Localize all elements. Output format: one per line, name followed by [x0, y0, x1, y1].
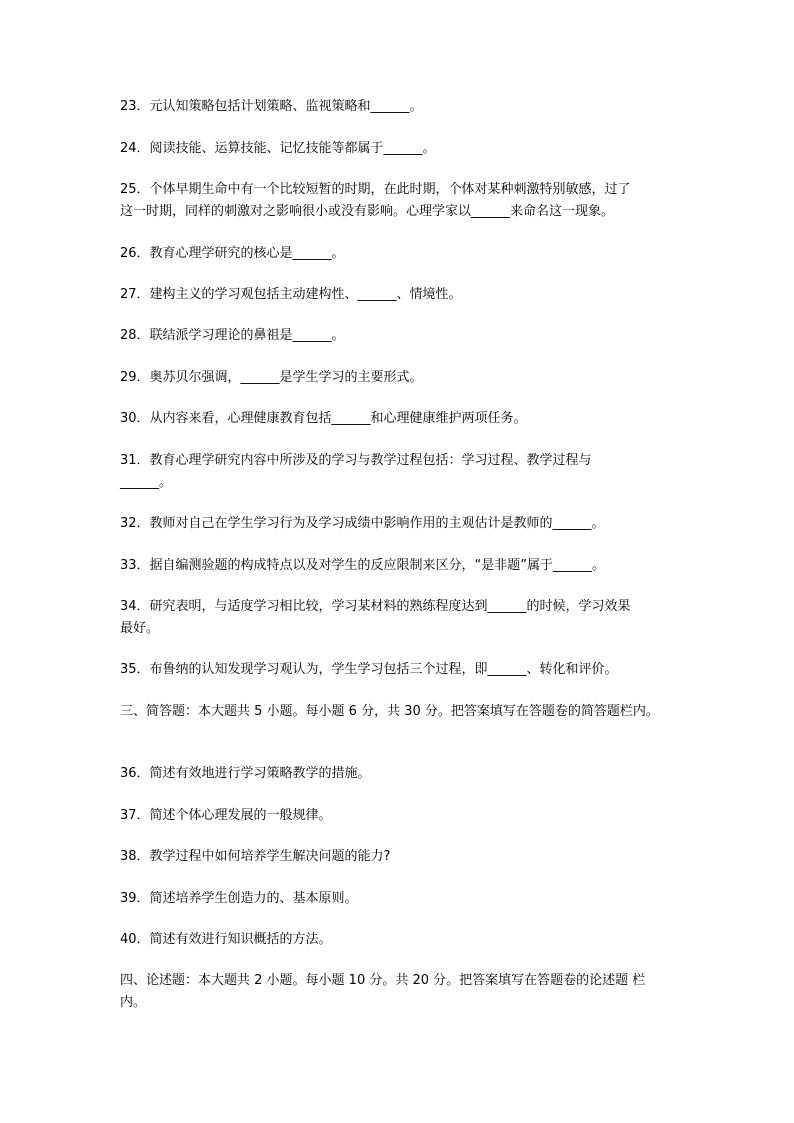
section-3-heading: 三、简答题：本大题共 5 小题。每小题 6 分，共 30 分。把答案填写在答题卷的简答题栏内。: [120, 704, 659, 719]
question-38: 38．教学过程中如何培养学生解决问题的能力?: [120, 849, 391, 864]
question-23: 23．元认知策略包括计划策略、监视策略和______。: [120, 99, 423, 114]
question-39: 39．简述培养学生创造力的、基本原则。: [120, 891, 358, 906]
question-27: 27．建构主义的学习观包括主动建构性、______、情境性。: [120, 287, 462, 302]
question-34-line-1: 34．研究表明，与适度学习相比较，学习某材料的熟练程度达到______的时候，学习效果: [120, 599, 631, 614]
question-31-line-2: ______。: [120, 475, 173, 490]
question-35: 35．布鲁纳的认知发现学习观认为，学生学习包括三个过程，即______、转化和评价。: [120, 662, 618, 677]
question-37: 37．简述个体心理发展的一般规律。: [120, 808, 332, 823]
question-29: 29．奥苏贝尔强调，______是学生学习的主要形式。: [120, 370, 423, 385]
question-36: 36．简述有效地进行学习策略教学的措施。: [120, 766, 371, 781]
question-28: 28．联结派学习理论的鼻祖是______。: [120, 328, 345, 343]
question-26: 26．教育心理学研究的核心是______。: [120, 246, 345, 261]
question-34-line-2: 最好。: [120, 621, 160, 636]
question-25-line-2: 这一时期，同样的刺激对之影响很小或没有影响。心理学家以______来命名这一现象。: [120, 204, 615, 219]
question-31-line-1: 31．教育心理学研究内容中所涉及的学习与教学过程包括：学习过程、教学过程与: [120, 453, 592, 468]
question-33: 33．据自编测验题的构成特点以及对学生的反应限制来区分，“是非题”属于______。: [120, 558, 606, 573]
question-40: 40．简述有效进行知识概括的方法。: [120, 932, 332, 947]
question-30: 30．从内容来看，心理健康教育包括______和心理健康维护两项任务。: [120, 411, 527, 426]
section-4-heading-line-2: 内。: [120, 995, 147, 1010]
question-25-line-1: 25．个体早期生命中有一个比较短暂的时期，在此时期，个体对某种刺激特别敏感，过了: [120, 182, 631, 197]
question-32: 32．教师对自己在学生学习行为及学习成绩中影响作用的主观估计是教师的______。: [120, 516, 605, 531]
question-24: 24．阅读技能、运算技能、记忆技能等都属于______。: [120, 141, 436, 156]
section-4-heading-line-1: 四、论述题：本大题共 2 小题。每小题 10 分。共 20 分。把答案填写在答题卷的论述题 栏: [120, 973, 646, 988]
